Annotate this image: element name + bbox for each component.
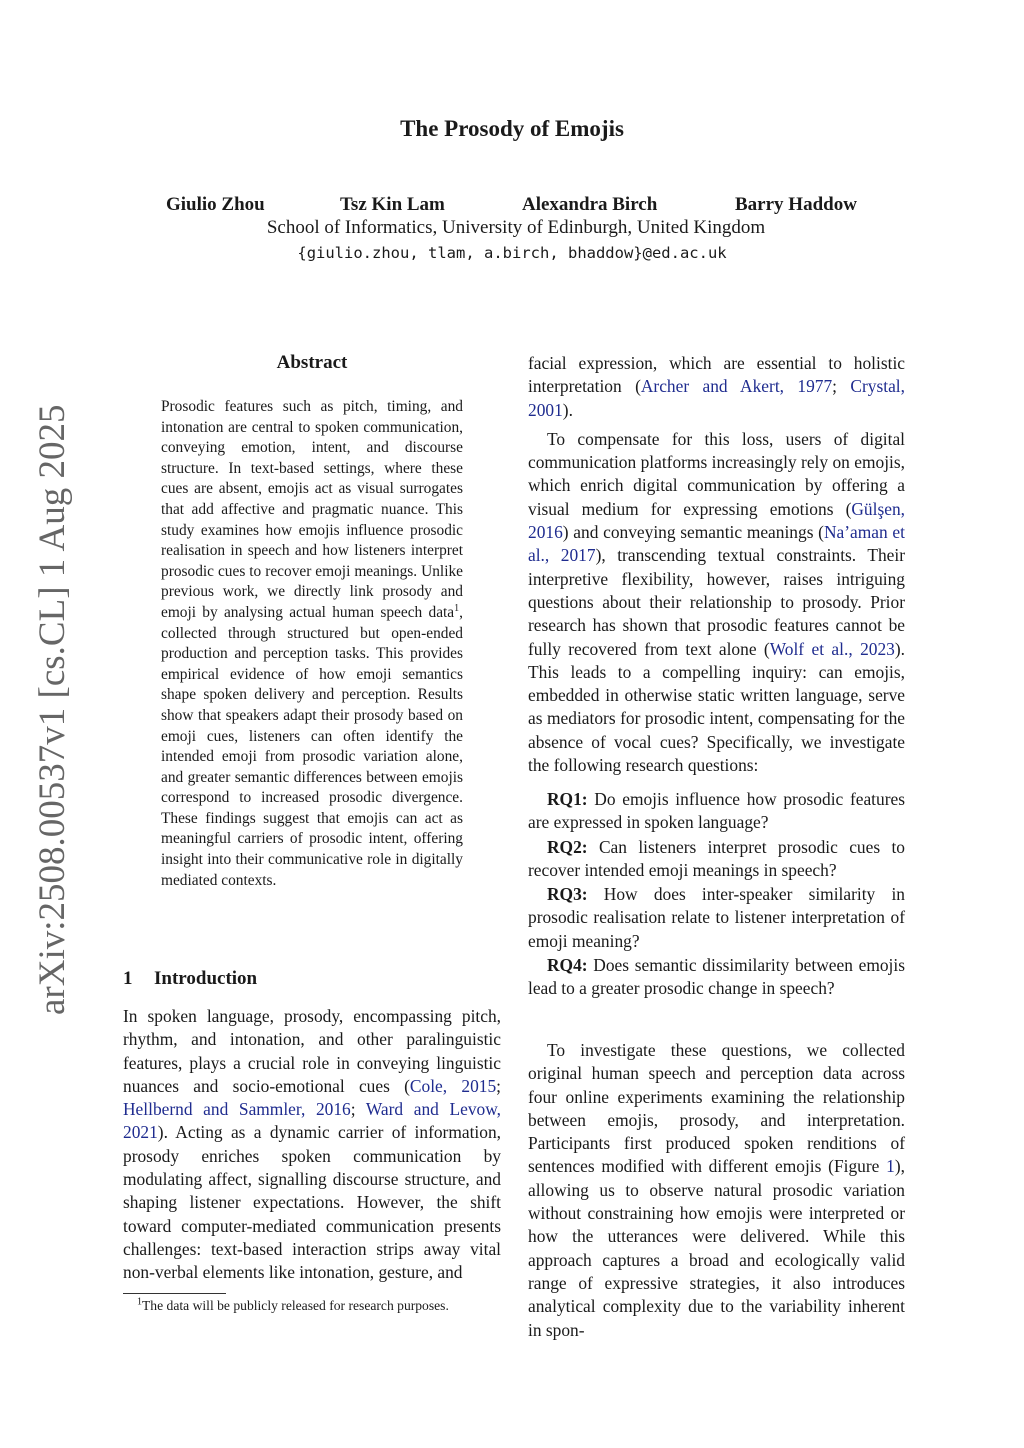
author-1: Giulio Zhou xyxy=(166,194,265,215)
footnote: $^1$The data will be publicly released for research purposes. xyxy=(137,1296,449,1313)
citation-link[interactable]: Na’aman et al., 2017 xyxy=(528,522,905,566)
citation-link[interactable]: Archer and Akert, 1977 xyxy=(640,376,833,397)
paragraph-emojis: To compensate for this loss, users of digital communication platforms increasingly rely on emojis, which enrich digital communication by offering a visual medium for expressing emotions (Gülşen, 2016) and conveying semantic meanings (Na’aman et al., 2017), transcending textual constraints. Their interpretive flexibility, however, raises intriguing questions about their relationship to prosody. Prior research has shown that prosodic features cannot be fully recovered from text alone (Wolf et al., 2023). This leads to a compelling inquiry: can emojis, embedded in otherwise static written language, serve as mediators for prosodic intent, compensating for the absence of vocal cues? Specifically, we investigate the following research questions: xyxy=(528,428,906,776)
research-question-1: RQ1: Do emojis influence how prosodic features are expressed in spoken language? xyxy=(528,789,905,833)
intro-paragraph-1: In spoken language, prosody, encompassing pitch, rhythm, and intonation, and other paralinguistic features, plays a crucial role in conveying linguistic nuances and socio-emotional cues (Cole, 2015; Hellbernd and Sammler, 2016; Ward and Levow, 2021). Acting as a dynamic carrier of information, prosody enriches spoken communication by modulating affect, signalling discourse structure, and shaping listener expectations. However, the shift toward computer-mediated communication presents challenges: text-based interaction strips away vital non-verbal elements like intonation, gesture, and xyxy=(123,1006,502,1283)
affiliation: School of Informatics, University of Edinburgh, United Kingdom xyxy=(266,217,766,238)
figure-reference-link[interactable]: 1 xyxy=(886,1156,895,1177)
abstract-body: Prosodic features such as pitch, timing, and intonation are central to spoken communication, conveying emotion, intent, and discourse structure. In text-based settings, where these cues are absent, emojis act as visual surrogates that add affective and pragmatic nuance. This study examines how emojis influence prosodic realisation in speech and how listeners interpret prosodic cues to recover emoji meanings. Unlike previous work, we directly link prosody and emoji by analysing actual human speech data$^1$, collected through structured but open-ended production and perception tasks. This provides empirical evidence of how emoji semantics shape spoken delivery and perception. Results show that speakers adapt their prosody based on emoji cues, listeners can often identify the intended emoji from prosodic variation alone, and greater semantic differences between emojis correspond to increased prosodic divergence. These findings suggest that emojis can act as meaningful carriers of prosodic intent, offering insight into their communicative role in digitally mediated contexts. xyxy=(161,398,463,889)
paper-title: The Prosody of Emojis xyxy=(400,116,624,141)
citation-link[interactable]: Cole, 2015 xyxy=(409,1075,497,1096)
research-question-4: RQ4: Does semantic dissimilarity between emojis lead to a greater prosodic change in speech? xyxy=(528,955,905,999)
author-2: Tsz Kin Lam xyxy=(340,194,445,215)
abstract-heading: Abstract xyxy=(276,352,348,373)
right-column-top xyxy=(528,352,905,777)
citation-link[interactable]: Ward and Levow, 2021 xyxy=(123,1099,501,1143)
citation-link[interactable]: Hellbernd and Sammler, 2016 xyxy=(123,1099,351,1120)
author-emails: {giulio.zhou, tlam, a.birch, bhaddow}@ed.ac.uk xyxy=(297,244,727,262)
research-questions xyxy=(528,788,905,1001)
footnote-rule xyxy=(123,1293,226,1294)
continued-paragraph: facial expression, which are essential to holistic interpretation (Archer and Akert, 1977; Crystal, 2001). xyxy=(528,353,905,420)
author-3: Alexandra Birch xyxy=(522,194,658,215)
arxiv-sidebar-stamp: arXiv:2508.00537v1 [cs.CL] 1 Aug 2025 xyxy=(32,404,73,1015)
paragraph-investigation: To investigate these questions, we collected original human speech and perception data across four online experiments examining the relationship between emojis, prosody, and interpretation. Participants first produced spoken renditions of sentences modified with different emojis (Figure 1), allowing us to observe natural prosodic variation without constraining how emojis were interpreted or how the utterances were delivered. While this approach captures a broad and ecologically valid range of expressive strategies, it also introduces analytical complexity due to the variability inherent in spon- xyxy=(528,1040,905,1340)
section-heading-introduction: 1 Introduction xyxy=(123,968,258,989)
citation-link[interactable]: Gülşen, 2016 xyxy=(528,498,905,543)
research-question-2: RQ2: Can listeners interpret prosodic cues to recover intended emoji meanings in speech? xyxy=(528,836,905,880)
citation-link[interactable]: Wolf et al., 2023 xyxy=(769,638,895,659)
citation-link[interactable]: Crystal, 2001 xyxy=(528,376,905,420)
footnote-mark[interactable]: 1 xyxy=(454,602,460,614)
author-4: Barry Haddow xyxy=(735,194,857,215)
research-question-3: RQ3: How does inter-speaker similarity in prosodic realisation relate to listener interpretation of emoji meaning? xyxy=(528,884,905,951)
